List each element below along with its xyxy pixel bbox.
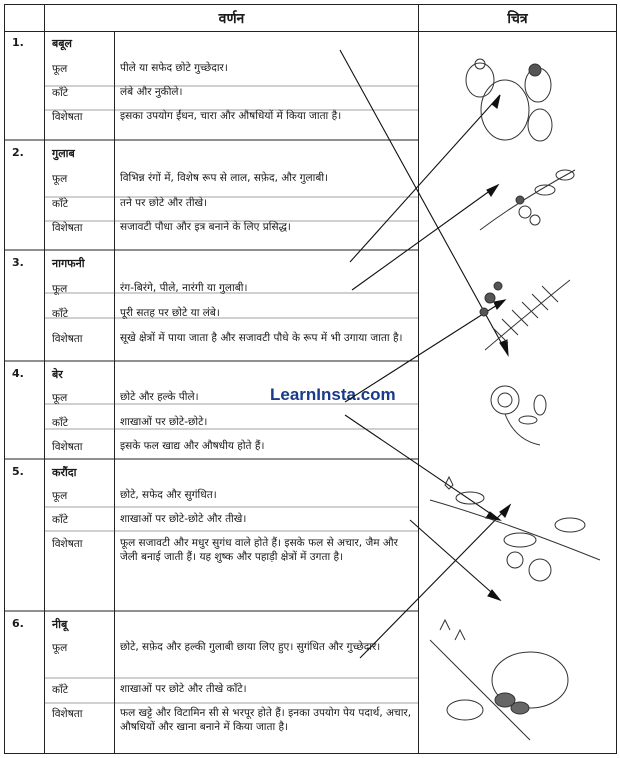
- flower-description: विभिन्न रंगों में, विशेष रूप से लाल, सफ़ेद, और गुलाबी।: [120, 172, 329, 184]
- feature-description: फूल सजावटी और मधुर सुगंध वाले होते हैं। इसके फल से अचार, जैम और जेली बनाई जाती हैं। यह शुष्क और पहाड़ी क्षेत्रों में उगता है।: [120, 537, 398, 563]
- plant-number: 2.: [12, 146, 24, 159]
- label-flower: फूल: [52, 63, 68, 75]
- feature-description: इसके फल खाद्य और औषधीय होते हैं।: [120, 440, 265, 452]
- plant-name: करौंदा: [52, 466, 77, 479]
- label-thorns: काँटे: [52, 514, 69, 526]
- watermark-text: LearnInsta.com: [270, 385, 396, 404]
- thorns-description: शाखाओं पर छोटे और तीखे काँटे।: [120, 683, 247, 695]
- plant-name: नीबू: [52, 618, 68, 631]
- plant-number: 3.: [12, 256, 24, 269]
- picture-acacia-branch: [480, 280, 570, 350]
- arrow-karonda: [345, 415, 500, 520]
- picture-karonda-branch: [430, 477, 600, 581]
- plant-name: बेर: [52, 368, 63, 381]
- picture-rose: [491, 386, 546, 445]
- label-thorns: काँटे: [52, 87, 69, 99]
- flower-description: रंग-बिरंगे, पीले, नारंगी या गुलाबी।: [120, 282, 248, 294]
- feature-description: सजावटी पौधा और इत्र बनाने के लिए प्रसिद्ध।: [120, 221, 291, 233]
- label-thorns: काँटे: [52, 198, 69, 210]
- row-dividers: [4, 140, 418, 611]
- label-thorns: काँटे: [52, 417, 69, 429]
- plant-number: 6.: [12, 617, 24, 630]
- thorns-description: शाखाओं पर छोटे-छोटे।: [120, 416, 208, 428]
- plant-number: 5.: [12, 465, 24, 478]
- flower-description: छोटे और हल्के पीले।: [120, 391, 199, 403]
- plant-name: गुलाब: [52, 147, 75, 160]
- plant-number: 1.: [12, 36, 24, 49]
- plant-name: नागफनी: [52, 257, 85, 270]
- flower-description: छोटे, सफेद और सुगंधित।: [120, 489, 217, 501]
- arrow-lemon-down: [410, 520, 500, 600]
- label-flower: फूल: [52, 392, 68, 404]
- label-thorns: काँटे: [52, 684, 69, 696]
- matching-arrows: [340, 50, 510, 658]
- label-thorns: काँटे: [52, 308, 69, 320]
- label-feature: विशेषता: [52, 708, 83, 720]
- picture-lemon-branch: [430, 620, 568, 740]
- arrow-rose-branch: [352, 185, 498, 290]
- label-flower: फूल: [52, 490, 68, 502]
- plant-number: 4.: [12, 367, 24, 380]
- label-feature: विशेषता: [52, 333, 83, 345]
- label-flower: फूल: [52, 173, 68, 185]
- thorns-description: शाखाओं पर छोटे-छोटे और तीखे।: [120, 513, 247, 525]
- thorns-description: लंबे और नुकीले।: [120, 86, 183, 98]
- label-feature: विशेषता: [52, 222, 83, 234]
- picture-berry-branch: [480, 170, 575, 230]
- label-flower: फूल: [52, 642, 68, 654]
- feature-description: फल खट्टे और विटामिन सी से भरपूर होते हैं। इनका उपयोग पेय पदार्थ, अचार, औषधियों और खाना बनाने में किया जाता है।: [120, 707, 412, 733]
- label-flower: फूल: [52, 283, 68, 295]
- sub-row-lines: [44, 86, 418, 703]
- feature-description: सूखे क्षेत्रों में पाया जाता है और सजावटी पौधे के रूप में भी उगाया जाता है।: [120, 332, 403, 344]
- thorns-description: तने पर छोटे और तीखे।: [120, 197, 208, 209]
- label-feature: विशेषता: [52, 111, 83, 123]
- arrow-lemon-up: [360, 505, 510, 658]
- plant-name: बबूल: [52, 37, 73, 50]
- header-picture: चित्र: [419, 5, 617, 32]
- header-description: वर्णन: [45, 5, 419, 32]
- label-feature: विशेषता: [52, 538, 83, 550]
- label-feature: विशेषता: [52, 441, 83, 453]
- feature-description: इसका उपयोग ईंधन, चारा और औषधियों में किया जाता है।: [120, 110, 342, 122]
- thorns-description: पूरी सतह पर छोटे या लंबे।: [120, 307, 220, 319]
- flower-description: छोटे, सफ़ेद और हल्की गुलाबी छाया लिए हुए। सुगंधित और गुच्छेदार।: [120, 641, 381, 653]
- picture-cactus: [466, 59, 552, 141]
- flower-description: पीले या सफेद छोटे गुच्छेदार।: [120, 62, 228, 74]
